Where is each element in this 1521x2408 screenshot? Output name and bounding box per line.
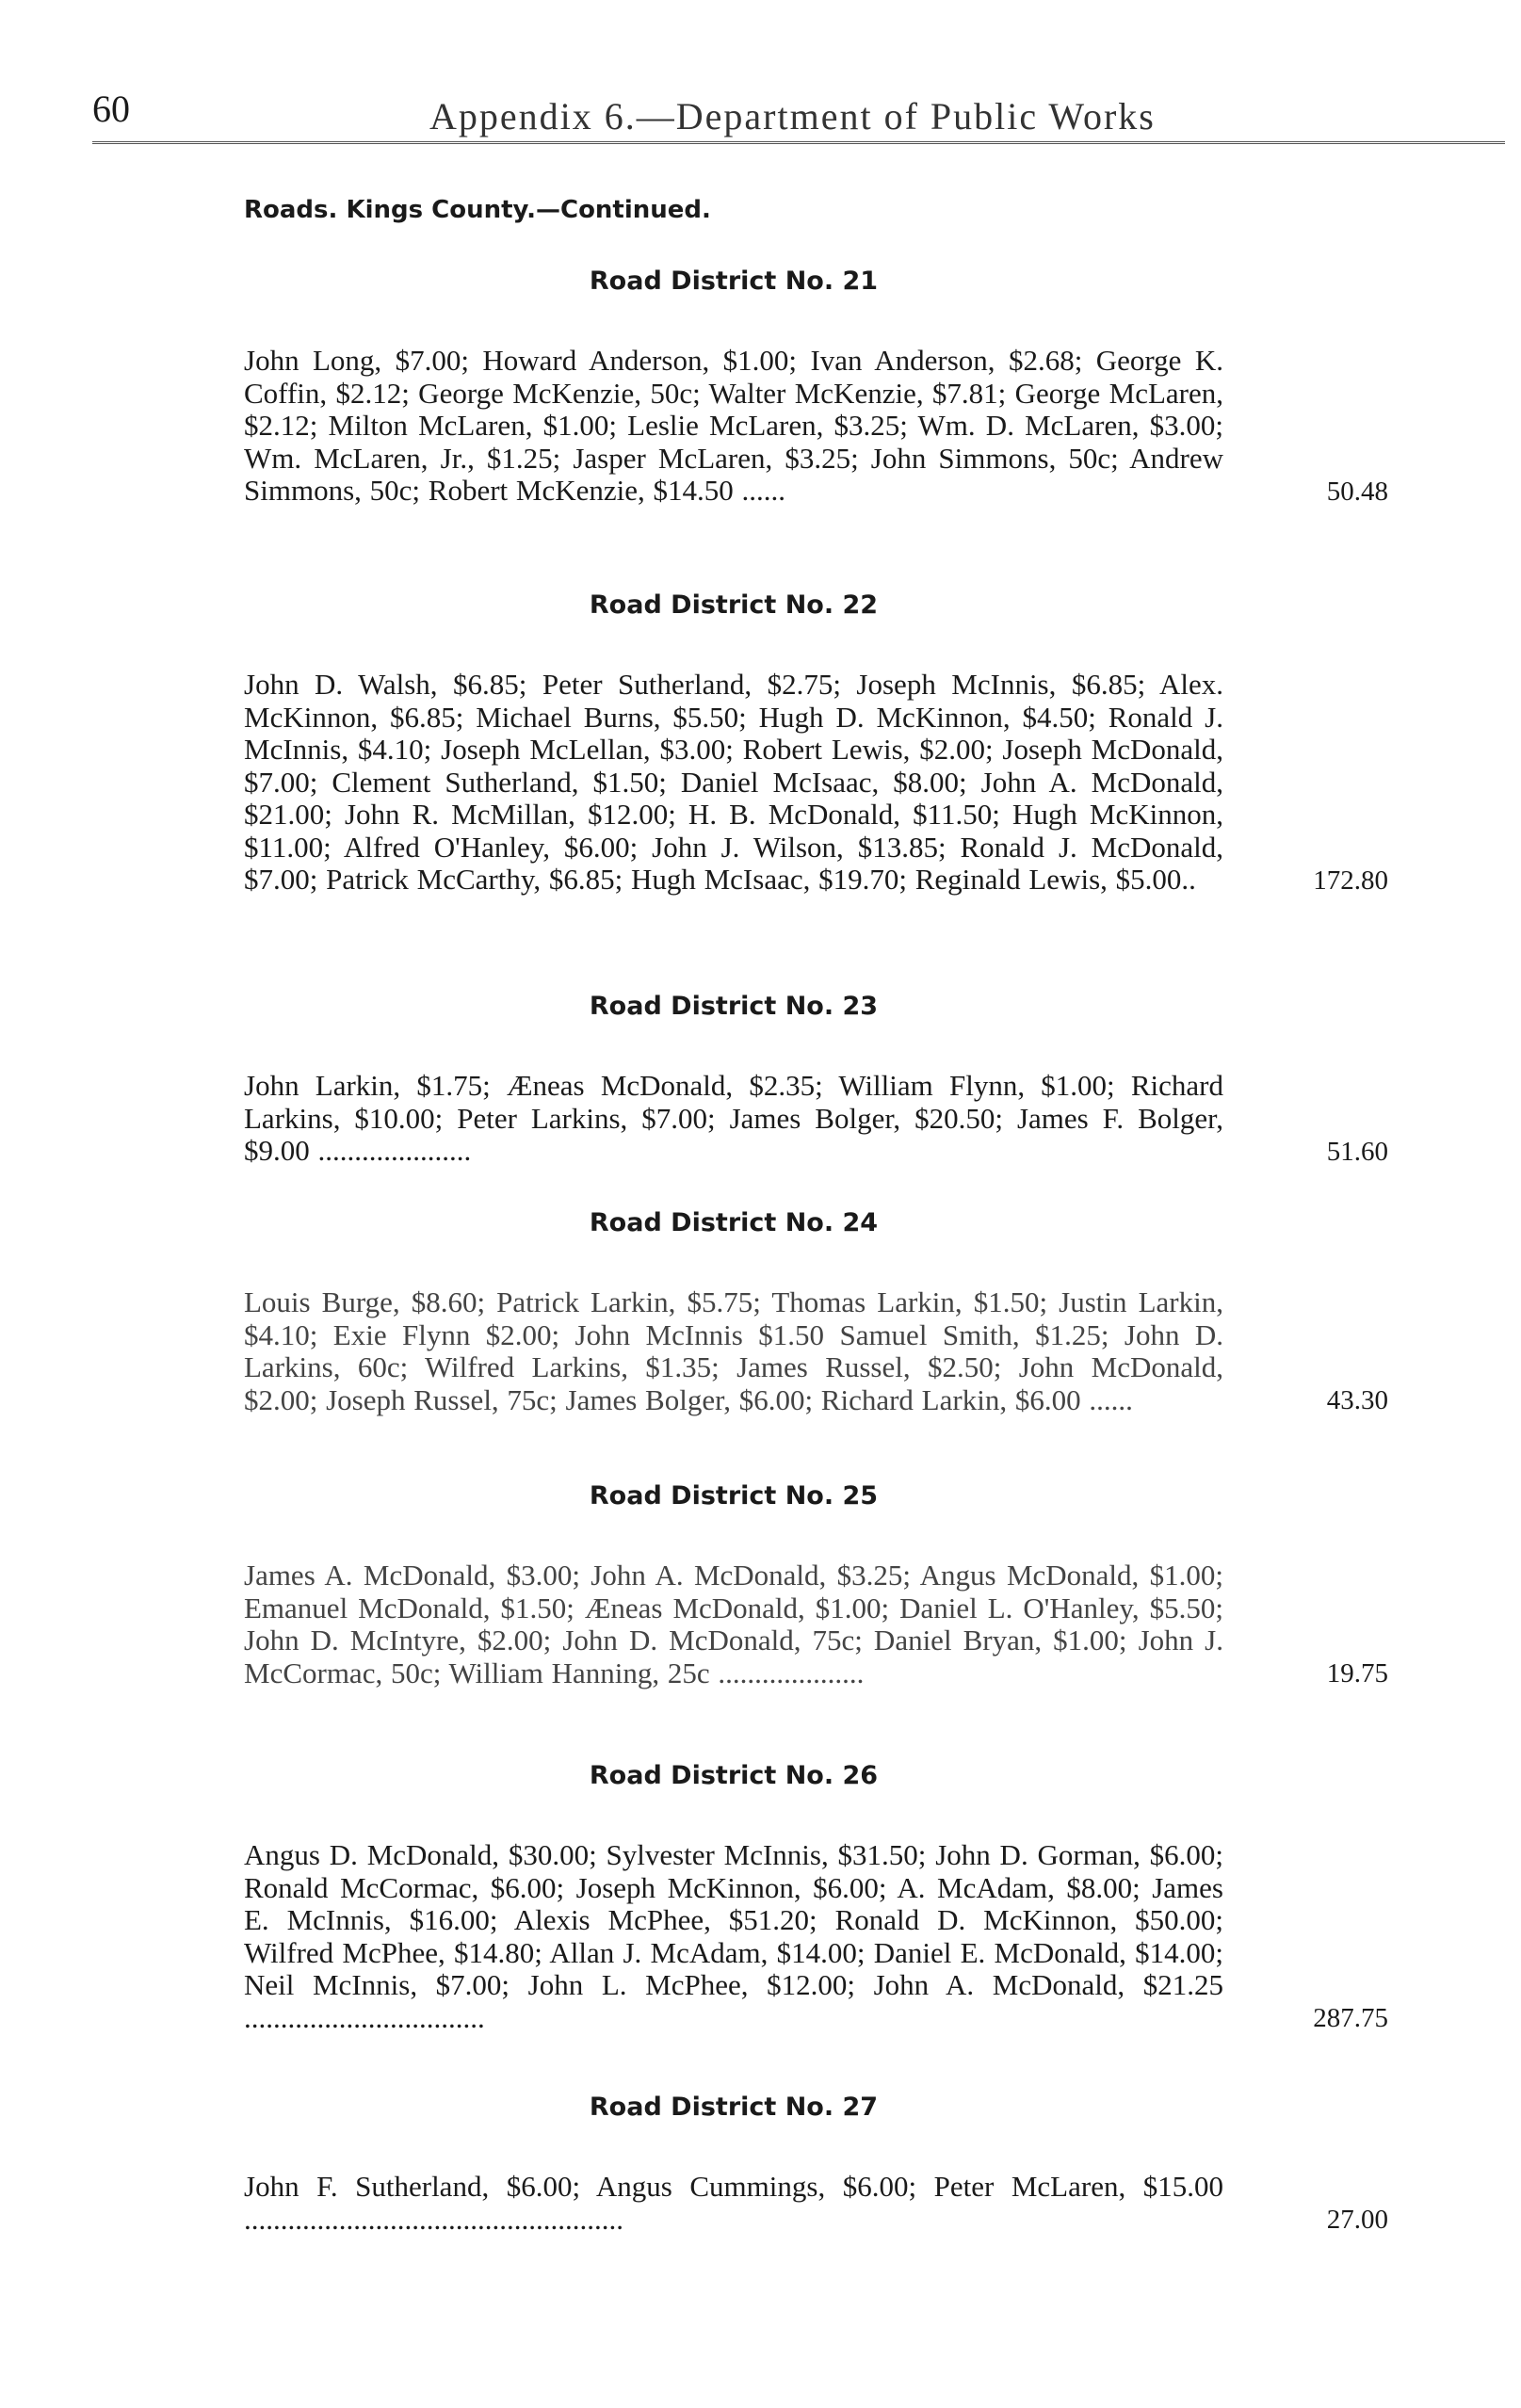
- entries-text: James A. McDonald, $3.00; John A. McDonald, $3.25; Angus McDonald, $1.00; Emanuel McDonald, $1.50; Æneas McDonald, $1.00; Daniel L. O'Hanley, $5.50; John D. McIntyre, $2.00; John D. McDonald, 75c; Daniel Bryan, $1.00; John J. McCormac, 50c; William Hanning, 25c: [244, 1559, 1223, 1689]
- district-title: Road District No. 27: [589, 2093, 879, 2122]
- entries-text: John F. Sutherland, $6.00; Angus Cummings, $6.00; Peter McLaren, $15.00: [244, 2170, 1223, 2203]
- road-district-23: [244, 992, 1393, 1168]
- district-total: 43.30: [1326, 1385, 1388, 1415]
- page-header: [92, 87, 1505, 143]
- entries-text: John D. Walsh, $6.85; Peter Sutherland, $2.75; Joseph McInnis, $6.85; Alex. McKinnon, $6.85; Michael Burns, $5.50; Hugh D. McKinnon, $4.50; Ronald J. McInnis, $4.10; Joseph McLellan, $3.00; Robert Lewis, $2.00; Joseph McDonald, $7.00; Clement Sutherland, $1.50; Daniel McIsaac, $8.00; John A. McDonald, $21.00; John R. McMillan, $12.00; H. B. McDonald, $11.50; Hugh McKinnon, $11.00; Alfred O'Hanley, $6.00; John J. Wilson, $13.85; Ronald J. McDonald, $7.00; Patrick McCarthy, $6.85; Hugh McIsaac, $19.70; Reginald Lewis, $5.00: [244, 668, 1223, 896]
- district-body: [244, 668, 1388, 897]
- road-district-26: [244, 1761, 1393, 2034]
- district-total: 27.00: [1326, 2205, 1388, 2235]
- dot-leaders: .................................: [244, 2000, 485, 2034]
- entries-text: Angus D. McDonald, $30.00; Sylvester McInnis, $31.50; John D. Gorman, $6.00; Ronald McCormac, $6.00; Joseph McKinnon, $6.00; A. McAdam, $8.00; James E. McInnis, $16.00; Alexis McPhee, $51.20; Ronald D. McKinnon, $50.00; Wilfred McPhee, $14.80; Allan J. McAdam, $14.00; Daniel E. McDonald, $14.00; Neil McInnis, $7.00; John L. McPhee, $12.00; John A. McDonald, $21.25: [244, 1838, 1223, 2001]
- district-entries: [244, 2171, 1223, 2236]
- district-title: Road District No. 24: [589, 1208, 879, 1237]
- dot-leaders: .....................: [309, 1134, 472, 1167]
- district-body: [244, 1838, 1388, 2034]
- dot-leaders: ......: [1080, 1382, 1133, 1416]
- district-total: 51.60: [1326, 1136, 1388, 1167]
- district-title: Road District No. 25: [589, 1481, 879, 1511]
- district-title: Road District No. 23: [589, 992, 879, 1021]
- road-district-27: [244, 2093, 1393, 2236]
- district-title: Road District No. 26: [589, 1761, 879, 1790]
- district-entries: [244, 345, 1223, 508]
- district-entries: [244, 1070, 1223, 1168]
- district-entries: [244, 669, 1223, 897]
- road-district-21: [244, 267, 1393, 508]
- district-entries: [244, 1839, 1223, 2034]
- entries-text: John Larkin, $1.75; Æneas McDonald, $2.35; William Flynn, $1.00; Richard Larkins, $10.00; Peter Larkins, $7.00; James Bolger, $20.50; James F. Bolger, $9.00: [244, 1069, 1223, 1167]
- dot-leaders: ....................: [709, 1656, 865, 1689]
- district-title: Road District No. 21: [589, 267, 879, 296]
- district-total: 19.75: [1326, 1658, 1388, 1689]
- district-body: [244, 1285, 1388, 1416]
- district-total: 50.48: [1326, 476, 1388, 507]
- district-body: [244, 1559, 1388, 1689]
- district-body: [244, 2170, 1388, 2236]
- dot-leaders: ....................................................: [244, 2202, 623, 2236]
- page-number: 60: [92, 88, 130, 130]
- dot-leaders: ..: [1181, 863, 1196, 896]
- district-title: Road District No. 22: [589, 590, 879, 620]
- dot-leaders: ......: [733, 474, 785, 507]
- district-body: [244, 344, 1388, 508]
- road-district-22: [244, 590, 1393, 897]
- header-rule: [92, 141, 1505, 144]
- running-title: Appendix 6.—Department of Public Works: [429, 95, 1156, 137]
- entries-text: John Long, $7.00; Howard Anderson, $1.00; Ivan Anderson, $2.68; George K. Coffin, $2.12; George McKenzie, 50c; Walter McKenzie, $7.81; George McLaren, $2.12; Milton McLaren, $1.00; Leslie McLaren, $3.25; Wm. D. McLaren, $3.00; Wm. McLaren, Jr., $1.25; Jasper McLaren, $3.25; John Simmons, 50c; Andrew Simmons, 50c; Robert McKenzie, $14.50: [244, 344, 1223, 507]
- road-district-25: [244, 1481, 1393, 1689]
- section-heading: Roads. Kings County.—Continued.: [244, 196, 711, 224]
- road-district-24: [244, 1208, 1393, 1416]
- district-entries: [244, 1560, 1223, 1689]
- district-body: [244, 1069, 1388, 1168]
- entries-text: Louis Burge, $8.60; Patrick Larkin, $5.75; Thomas Larkin, $1.50; Justin Larkin, $4.10; Exie Flynn $2.00; John McInnis $1.50 Samuel Smith, $1.25; John D. Larkins, 60c; Wilfred Larkins, $1.35; James Russel, $2.50; John McDonald, $2.00; Joseph Russel, 75c; James Bolger, $6.00; Richard Larkin, $6.00: [244, 1285, 1223, 1416]
- district-entries: [244, 1286, 1223, 1416]
- district-total: 172.80: [1313, 865, 1388, 896]
- district-total: 287.75: [1313, 2003, 1388, 2033]
